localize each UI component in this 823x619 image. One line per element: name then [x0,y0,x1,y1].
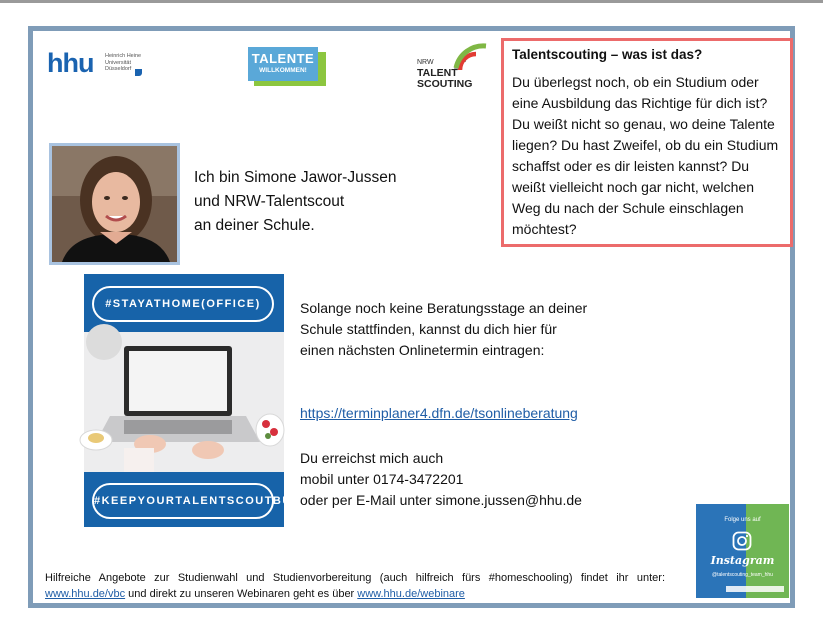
person-portrait-image [52,146,177,262]
poster-bottom-hashtag: #KEEPYOURTALENTSCOUTBUSY [92,483,274,519]
stay-at-home-poster [84,274,310,527]
contact-text [300,448,582,511]
talente-logo-line2: WILLKOMMEN! [259,67,307,74]
intro-line: Ich bin Simone Jawor-Jussen [194,169,397,186]
contact-line: Du erreichst mich auch [300,450,444,466]
hhu-logo-square-icon [135,69,142,76]
nrw-logo-title [417,68,472,90]
nrw-logo-line1: NRW [417,59,434,66]
hhu-sub-line: Düsseldorf [105,66,132,72]
nrw-talentscouting-logo [414,40,492,92]
contact-line: oder per E-Mail unter simone.jussen@hhu.de [300,492,582,508]
hhu-sub-line: Universität [105,59,131,66]
info-box-title: Talentscouting – was ist das? [512,47,703,62]
portrait-photo [49,143,180,265]
nrw-logo-line2: TALENT [417,67,458,79]
instagram-follow-label: Folge uns auf [724,517,761,523]
laptop-photo [84,332,284,472]
talente-logo-blue-block [248,47,318,81]
webinare-link[interactable]: www.hhu.de/webinare [357,588,465,600]
hhu-logo [47,48,147,82]
vbc-link[interactable]: www.hhu.de/vbc [45,588,126,600]
info-box [501,38,793,247]
intro-line: und NRW-Talentscout [194,193,345,210]
footer-line1: Hilfreiche Angebote zur Studienwahl und Studienvorbereitung (auch hilfreich fürs #homeschooling) findet ihr unter: [45,572,665,584]
intro-line: an deiner Schule. [194,217,315,234]
consult-line: Schule stattfinden, kannst du dich hier für [300,321,557,337]
hhu-logo-word: hhu [47,48,94,78]
instagram-tile[interactable] [696,504,789,598]
top-divider-line [0,0,823,3]
instagram-handle: @talentscouting_team_hhu [712,572,773,578]
consult-line: einen nächsten Onlinetermin eintragen: [300,342,545,358]
footer-mid-text: und direkt zu unseren Webinaren geht es über [125,588,358,600]
instagram-logo-strip [726,586,784,592]
talente-logo-line1: TALENTE [251,51,315,66]
instagram-icon [732,531,752,551]
booking-link[interactable]: https://terminplaner4.dfn.de/tsonlineberatung [300,405,578,421]
intro-text [194,166,396,238]
hhu-sub-line: Heinrich Heine [105,53,142,59]
contact-line: mobil unter 0174-3472201 [300,471,464,487]
footer-text [45,570,665,602]
poster-top-hashtag: #STAYATHOME(OFFICE) [92,286,274,322]
info-box-body: Du überlegst noch, ob ein Studium oder eine Ausbildung das Richtige für dich ist? Du weißt nicht so genau, wo deine Talente liegen? Du hast Zweifel, ob du ein Studium schaffst oder es dir leisten kannst? Du weißt vielleicht noch gar nicht, welchen Weg du nach der Schule einschlagen möchtest? [512,74,779,237]
instagram-name: Instagram [710,554,775,567]
footer-line2 [45,586,665,602]
consult-line: Solange noch keine Beratungsstage an deiner [300,300,588,316]
consultation-text [300,298,587,361]
talente-willkommen-logo [248,47,326,86]
laptop-illustration [84,332,284,472]
nrw-logo-line3: SCOUTING [417,78,473,90]
